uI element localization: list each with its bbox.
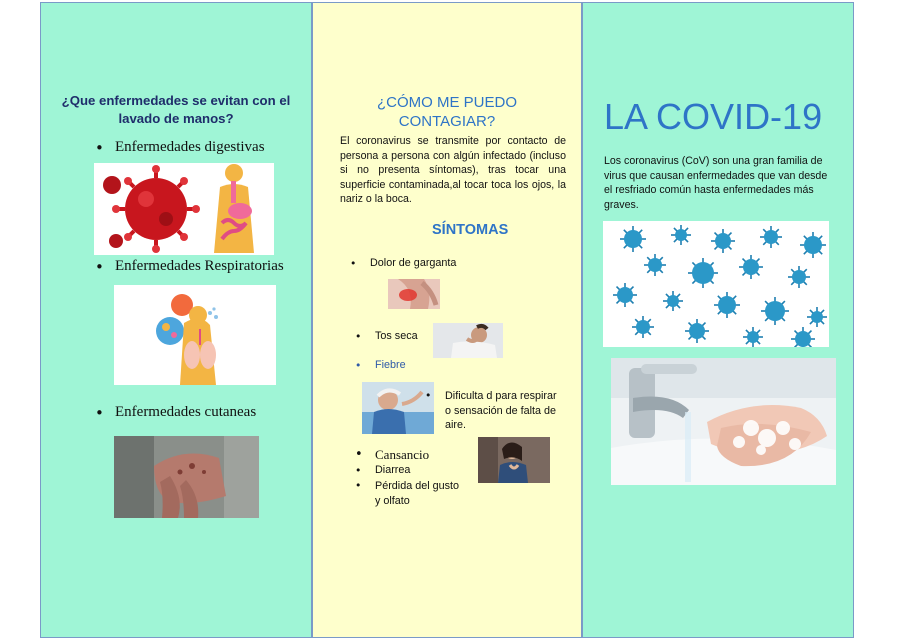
panel2-title: [312, 93, 582, 131]
symptom-dry-cough: • Tos seca: [375, 330, 418, 342]
skin-hands-image: [114, 436, 259, 518]
coronavirus-description: Los coronavirus (CoV) son una gran familia de virus que causan enfermedades que van desde el resfriado común hasta enfermedades más graves.: [604, 155, 828, 211]
item-respiratory: • Enfermedades Respiratorias: [115, 258, 284, 275]
panel1-title: ¿Que enfermedades se evitan con el lavado de manos?: [61, 93, 291, 126]
symptom-diarrhea: • Diarrea: [375, 464, 410, 476]
contagion-heading: ¿CÓMO ME PUEDO CONTAGIAR?: [376, 94, 517, 130]
cough-image: [433, 323, 503, 358]
respiratory-image: [114, 285, 276, 385]
item-skin: • Enfermedades cutaneas: [115, 404, 256, 421]
symptom-loss-taste-smell: • Pérdida del gusto y olfato: [375, 479, 467, 508]
symptom-sore-throat: • Dolor de garganta: [370, 257, 456, 269]
symptom-fever: • Fiebre: [375, 359, 406, 371]
fever-image: [362, 382, 434, 434]
symptoms-heading: SÍNTOMAS: [432, 222, 509, 238]
contagion-paragraph: El coronavirus se transmite por contacto de persona a persona con algún infectado (incluso si no presenta síntomas), tras tocar una superficie contaminada,al tocar toca los ojos, la nariz o la boca.: [340, 135, 566, 206]
covid-title: LA COVID-19: [604, 96, 823, 137]
virus-particles-image: [603, 221, 829, 347]
item-digestive: • Enfermedades digestivas: [115, 139, 265, 156]
handwashing-image: [611, 358, 836, 485]
fatigue-image: [478, 437, 550, 483]
symptom-breathing: • Dificulta d para respirar o sensación de falta de aire.: [445, 389, 565, 433]
sore-throat-image: [388, 279, 440, 309]
symptom-fatigue: • Cansancio: [375, 447, 429, 463]
virus-digestive-image: [94, 163, 274, 255]
